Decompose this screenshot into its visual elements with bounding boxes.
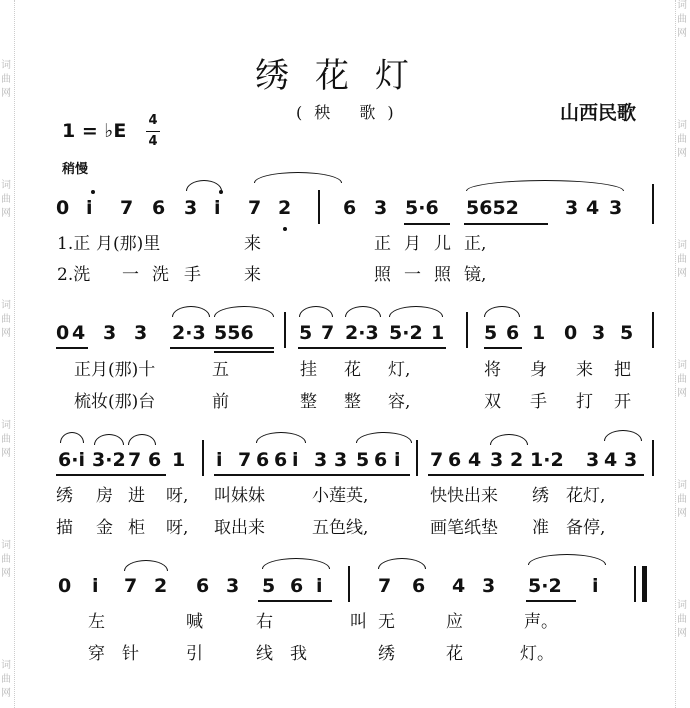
- watermark-char: 网: [677, 148, 687, 159]
- note: 3: [586, 449, 600, 471]
- note: 0: [58, 575, 72, 597]
- note: 6: [196, 575, 210, 597]
- note: 1·2: [530, 449, 564, 471]
- lyric-syllable: 引: [186, 644, 203, 664]
- lyric-syllable: 右: [256, 612, 273, 632]
- notation-system-1: [0, 195, 690, 225]
- lyric-syllable: 来: [244, 265, 261, 285]
- slur: [254, 172, 342, 183]
- lyric-syllable: 柜: [128, 518, 145, 538]
- note: 7: [128, 449, 142, 471]
- watermark-char: 曲: [1, 674, 11, 685]
- note: 6: [448, 449, 462, 471]
- tempo-marking: 稍慢: [62, 162, 89, 177]
- octave-dot: [219, 190, 223, 194]
- note: 4: [72, 322, 86, 344]
- lyric-syllable: 喊: [186, 612, 203, 632]
- lyric-syllable: 五色线,: [312, 518, 369, 538]
- note: 5·2: [528, 575, 562, 597]
- time-signature: [143, 112, 163, 151]
- slur: [604, 430, 642, 441]
- song-origin: 山西民歌: [560, 102, 637, 124]
- genre-subtitle: (秧 歌): [296, 103, 406, 122]
- note: 2·3: [172, 322, 206, 344]
- lyric-line-1-verse-2: [0, 263, 690, 289]
- lyric-syllable: 月: [404, 234, 421, 254]
- note: 3: [624, 449, 638, 471]
- note: 7: [248, 197, 262, 219]
- notation-system-2: [0, 320, 690, 350]
- lyric-syllable: 准: [532, 518, 549, 538]
- note: 6·i: [58, 449, 85, 471]
- lyric-syllable: 花: [344, 360, 361, 380]
- note: 7: [378, 575, 392, 597]
- lyric-syllable: 绣: [56, 486, 73, 506]
- note: 3: [482, 575, 496, 597]
- beam: [56, 347, 88, 349]
- note: 6: [256, 449, 270, 471]
- lyric-syllable: 容,: [388, 392, 411, 412]
- note: 3·2: [92, 449, 126, 471]
- note: 7: [124, 575, 138, 597]
- beam: [214, 351, 274, 353]
- watermark-char: 曲: [1, 434, 11, 445]
- slur: [186, 180, 222, 191]
- watermark-char: 词: [677, 240, 687, 251]
- lyric-syllable: 1.正: [57, 234, 91, 254]
- lyric-syllable: 月(那)里: [96, 234, 161, 254]
- lyric-syllable: 取出来: [214, 518, 265, 538]
- lyric-syllable: 身: [530, 360, 547, 380]
- note: 3: [565, 197, 579, 219]
- note: 5: [299, 322, 313, 344]
- note: 6: [148, 449, 162, 471]
- watermark-char: 曲: [1, 554, 11, 565]
- lyric-syllable: 花灯,: [566, 486, 606, 506]
- lyric-syllable: 把: [614, 360, 631, 380]
- note: 1: [172, 449, 186, 471]
- lyric-syllable: 金: [96, 518, 113, 538]
- lyric-syllable: 我: [290, 644, 307, 664]
- bar-line: [652, 184, 654, 224]
- note: 2·3: [345, 322, 379, 344]
- lyric-syllable: 一: [404, 265, 421, 285]
- lyric-syllable: 房: [96, 486, 113, 506]
- note: 7: [120, 197, 134, 219]
- watermark-char: 网: [1, 328, 11, 339]
- watermark-char: 曲: [677, 254, 687, 265]
- lyric-syllable: 花: [446, 644, 463, 664]
- watermark-char: 词: [1, 180, 11, 191]
- note: 3: [334, 449, 348, 471]
- watermark-char: 词: [677, 0, 687, 11]
- lyric-syllable: 双: [484, 392, 501, 412]
- lyric-syllable: 小莲英,: [312, 486, 369, 506]
- lyric-syllable: 叫: [350, 612, 367, 632]
- lyric-syllable: 挂: [300, 360, 317, 380]
- slur: [60, 432, 84, 443]
- note: 5: [620, 322, 634, 344]
- note: i: [216, 449, 223, 471]
- note: 7: [430, 449, 444, 471]
- note: 5·6: [405, 197, 439, 219]
- lyric-syllable: 绣: [378, 644, 395, 664]
- note: i: [214, 197, 221, 219]
- note: 3: [592, 322, 606, 344]
- lyric-line-3-verse-2: [0, 516, 690, 542]
- watermark-char: 词: [677, 120, 687, 131]
- note: 2: [510, 449, 524, 471]
- note: 3: [609, 197, 623, 219]
- note: 3: [226, 575, 240, 597]
- lyric-syllable: 正,: [464, 234, 487, 254]
- watermark-char: 词: [677, 480, 687, 491]
- octave-dot: [91, 190, 95, 194]
- note: 7: [238, 449, 252, 471]
- beam: [298, 347, 446, 349]
- lyric-syllable: 进: [128, 486, 145, 506]
- note: 6: [290, 575, 304, 597]
- notation-system-3: [0, 447, 690, 477]
- note: 5: [262, 575, 276, 597]
- watermark-char: 网: [677, 388, 687, 399]
- watermark-char: 词: [1, 60, 11, 71]
- key-signature: 1 = ♭E: [62, 120, 127, 142]
- watermark-char: 曲: [677, 14, 687, 25]
- slur: [356, 432, 412, 443]
- time-signature-bar: [146, 131, 160, 132]
- lyric-syllable: 开: [614, 392, 631, 412]
- note: 4: [586, 197, 600, 219]
- note: 6: [274, 449, 288, 471]
- watermark-char: 网: [1, 568, 11, 579]
- slur: [466, 180, 624, 191]
- watermark-char: 词: [1, 660, 11, 671]
- slur: [172, 306, 210, 317]
- lyric-syllable: 来: [244, 234, 261, 254]
- watermark-char: 曲: [677, 134, 687, 145]
- note: 6: [506, 322, 520, 344]
- watermark-char: 词: [1, 420, 11, 431]
- lyric-syllable: 灯。: [520, 644, 554, 664]
- lyric-syllable: 2.洗: [57, 265, 91, 285]
- lyric-syllable: 描: [56, 518, 73, 538]
- lyric-line-1-verse-1: [0, 232, 690, 258]
- slur: [345, 306, 381, 317]
- slur: [214, 306, 274, 317]
- watermark-char: 词: [1, 300, 11, 311]
- note: 4: [604, 449, 618, 471]
- watermark-char: 词: [677, 360, 687, 371]
- beam: [484, 347, 522, 349]
- watermark-char: 曲: [1, 74, 11, 85]
- bar-line: [634, 566, 636, 602]
- lyric-syllable: 快快出来: [430, 486, 498, 506]
- song-title: 绣花灯: [255, 56, 435, 96]
- note: 0: [564, 322, 578, 344]
- lyric-syllable: 左: [88, 612, 105, 632]
- slur: [490, 434, 528, 445]
- lyric-syllable: 整: [300, 392, 317, 412]
- note: 3: [314, 449, 328, 471]
- note: 3: [184, 197, 198, 219]
- note: 7: [321, 322, 335, 344]
- watermark-char: 曲: [677, 614, 687, 625]
- lyric-syllable: 前: [212, 392, 229, 412]
- watermark-char: 曲: [1, 194, 11, 205]
- note: 6: [412, 575, 426, 597]
- beam: [258, 600, 332, 602]
- watermark-char: 网: [1, 208, 11, 219]
- note: 5: [356, 449, 370, 471]
- watermark-char: 曲: [677, 494, 687, 505]
- note: 0: [56, 322, 70, 344]
- beam: [428, 474, 644, 476]
- bar-line: [284, 312, 286, 348]
- beam: [404, 223, 450, 225]
- slur: [262, 558, 330, 569]
- note: 6: [374, 449, 388, 471]
- final-bar-line: [642, 566, 647, 602]
- lyric-syllable: 画笔纸垫: [430, 518, 498, 538]
- watermark-char: 词: [677, 600, 687, 611]
- slur: [389, 306, 443, 317]
- beam: [526, 600, 576, 602]
- note: i: [394, 449, 401, 471]
- lyric-syllable: 镜,: [464, 265, 487, 285]
- lyric-syllable: 一: [122, 265, 139, 285]
- lyric-syllable: 应: [446, 612, 463, 632]
- beam: [56, 474, 166, 476]
- watermark-char: 网: [1, 88, 11, 99]
- note: 1: [431, 322, 445, 344]
- lyric-syllable: 呀,: [166, 486, 189, 506]
- lyric-line-4-verse-2: [0, 642, 690, 668]
- bar-line: [202, 440, 204, 476]
- lyric-syllable: 正: [374, 234, 391, 254]
- lyric-syllable: 将: [484, 360, 501, 380]
- note: 3: [490, 449, 504, 471]
- lyric-syllable: 无: [378, 612, 395, 632]
- beam: [170, 347, 274, 349]
- watermark-char: 曲: [677, 374, 687, 385]
- lyric-syllable: 整: [344, 392, 361, 412]
- beam: [214, 474, 410, 476]
- time-signature-bottom: 4: [148, 134, 158, 149]
- lyric-syllable: 穿: [88, 644, 105, 664]
- note: 5652: [466, 197, 519, 219]
- watermark-char: 网: [677, 508, 687, 519]
- lyric-syllable: 针: [122, 644, 139, 664]
- watermark-char: 网: [677, 268, 687, 279]
- note: 6: [152, 197, 166, 219]
- lyric-syllable: 照: [374, 265, 391, 285]
- note: i: [316, 575, 323, 597]
- watermark-char: 网: [1, 688, 11, 699]
- lyric-syllable: 绣: [532, 486, 549, 506]
- watermark-char: 曲: [1, 314, 11, 325]
- slur: [256, 432, 306, 443]
- watermark-char: 网: [677, 28, 687, 39]
- note: 5: [484, 322, 498, 344]
- lyric-syllable: 线: [256, 644, 273, 664]
- time-signature-top: 4: [148, 113, 158, 128]
- watermark-char: 词: [1, 540, 11, 551]
- lyric-syllable: 五: [212, 360, 229, 380]
- note: 4: [468, 449, 482, 471]
- octave-dot: [283, 227, 287, 231]
- notation-system-4: [0, 573, 690, 603]
- slur: [528, 554, 606, 565]
- lyric-syllable: 梳妆(那)台: [74, 392, 156, 412]
- note: i: [86, 197, 93, 219]
- lyric-line-4-verse-1: [0, 610, 690, 636]
- lyric-line-2-verse-2: [0, 390, 690, 416]
- slur: [378, 558, 426, 569]
- lyric-syllable: 声。: [524, 612, 558, 632]
- lyric-line-2-verse-1: [0, 358, 690, 384]
- note: i: [292, 449, 299, 471]
- lyric-syllable: 照: [434, 265, 451, 285]
- slur: [299, 306, 333, 317]
- note: 1: [532, 322, 546, 344]
- note: 3: [374, 197, 388, 219]
- beam: [464, 223, 548, 225]
- note: 6: [343, 197, 357, 219]
- note: 0: [56, 197, 70, 219]
- lyric-line-3-verse-1: [0, 484, 690, 510]
- lyric-syllable: 呀,: [166, 518, 189, 538]
- slur: [484, 306, 520, 317]
- watermark-char: 网: [1, 448, 11, 459]
- watermark-char: 网: [677, 628, 687, 639]
- note: 3: [134, 322, 148, 344]
- lyric-syllable: 正月(那)十: [74, 360, 156, 380]
- note: i: [592, 575, 599, 597]
- lyric-syllable: 备停,: [566, 518, 606, 538]
- note: 4: [452, 575, 466, 597]
- note: 2: [154, 575, 168, 597]
- slur: [124, 560, 168, 571]
- bar-line: [466, 312, 468, 348]
- slur: [94, 434, 124, 445]
- note: i: [92, 575, 99, 597]
- bar-line: [348, 566, 350, 602]
- note: 5·2: [389, 322, 423, 344]
- lyric-syllable: 叫妹妹: [214, 486, 265, 506]
- lyric-syllable: 手: [530, 392, 547, 412]
- lyric-syllable: 来: [576, 360, 593, 380]
- note: 2: [278, 197, 292, 219]
- bar-line: [652, 312, 654, 348]
- lyric-syllable: 手: [184, 265, 201, 285]
- note: 556: [214, 322, 254, 344]
- slur: [128, 434, 156, 445]
- bar-line: [318, 190, 320, 224]
- note: 3: [103, 322, 117, 344]
- bar-line: [652, 440, 654, 476]
- bar-line: [416, 440, 418, 476]
- lyric-syllable: 儿: [434, 234, 451, 254]
- lyric-syllable: 打: [576, 392, 593, 412]
- lyric-syllable: 洗: [152, 265, 169, 285]
- lyric-syllable: 灯,: [388, 360, 411, 380]
